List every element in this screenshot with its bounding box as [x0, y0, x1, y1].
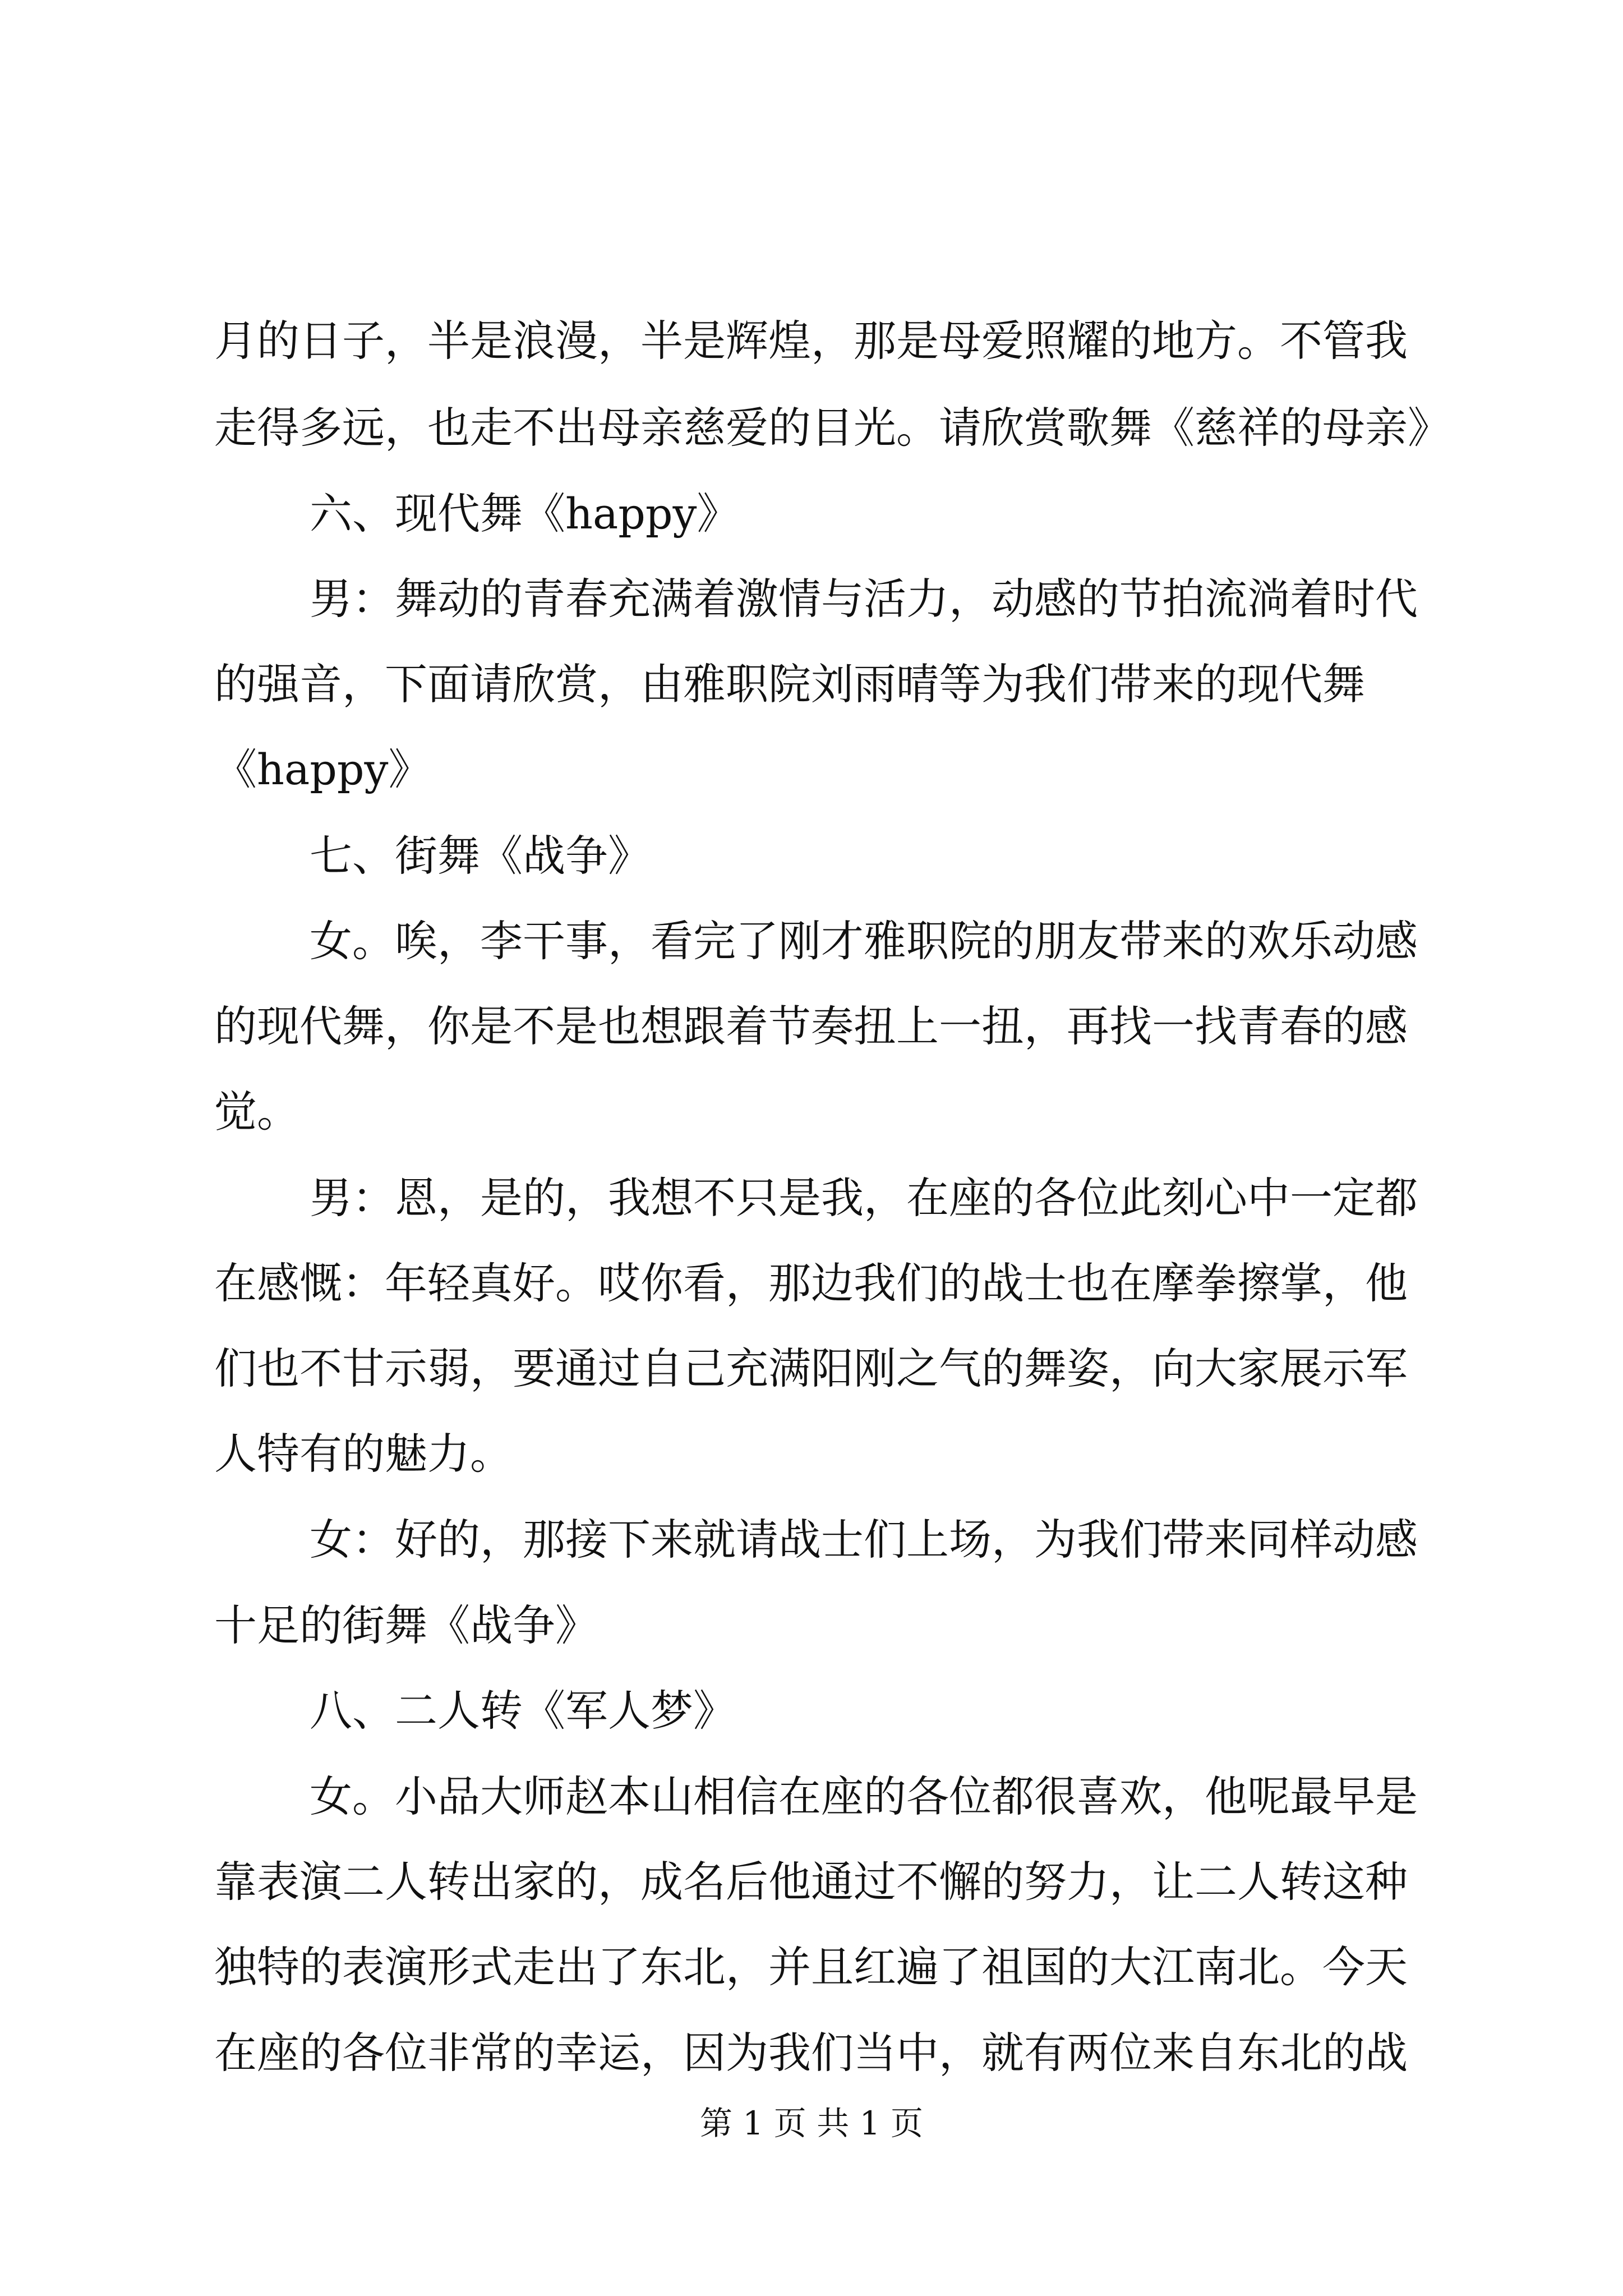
section-heading: 七、街舞《战争》	[310, 831, 651, 881]
text-line: 的现代舞，你是不是也想跟着节奏扭上一扭，再找一找青春的感	[214, 1001, 1408, 1051]
text-line: 《happy》	[214, 744, 431, 794]
text-line: 女。小品大师赵本山相信在座的各位都很喜欢，他呢最早是	[310, 1772, 1418, 1821]
text-line: 的强音，下面请欣赏，由雅职院刘雨晴等为我们带来的现代舞	[214, 659, 1365, 709]
text-line: 女。唉，李干事，看完了刚才雅职院的朋友带来的欢乐动感	[310, 916, 1418, 966]
text-line: 男：舞动的青春充满着激情与活力，动感的节拍流淌着时代	[310, 574, 1418, 624]
text-line: 走得多远，也走不出母亲慈爱的目光。请欣赏歌舞《慈祥的母亲》	[214, 403, 1450, 453]
page-footer: 第 1 页 共 1 页	[700, 2104, 923, 2142]
text-line: 月的日子，半是浪漫，半是辉煌，那是母爱照耀的地方。不管我	[214, 316, 1408, 366]
section-heading: 六、现代舞《happy》	[310, 489, 740, 539]
text-line: 十足的街舞《战争》	[214, 1600, 598, 1650]
text-line: 在座的各位非常的幸运，因为我们当中，就有两位来自东北的战	[214, 2028, 1408, 2078]
text-line: 靠表演二人转出家的，成名后他通过不懈的努力，让二人转这种	[214, 1857, 1408, 1907]
text-line: 独特的表演形式走出了东北，并且红遍了祖国的大江南北。今天	[214, 1942, 1408, 1992]
text-line: 人特有的魅力。	[214, 1429, 513, 1479]
text-line: 在感慨：年轻真好。哎你看，那边我们的战士也在摩拳擦掌，他	[214, 1258, 1408, 1308]
text-line: 女：好的，那接下来就请战士们上场，为我们带来同样动感	[310, 1515, 1418, 1565]
section-heading: 八、二人转《军人梦》	[310, 1686, 736, 1736]
text-line: 男：恩，是的，我想不只是我，在座的各位此刻心中一定都	[310, 1173, 1418, 1223]
text-line: 觉。	[214, 1087, 299, 1137]
text-line: 们也不甘示弱，要通过自己充满阳刚之气的舞姿，向大家展示军	[214, 1343, 1408, 1393]
